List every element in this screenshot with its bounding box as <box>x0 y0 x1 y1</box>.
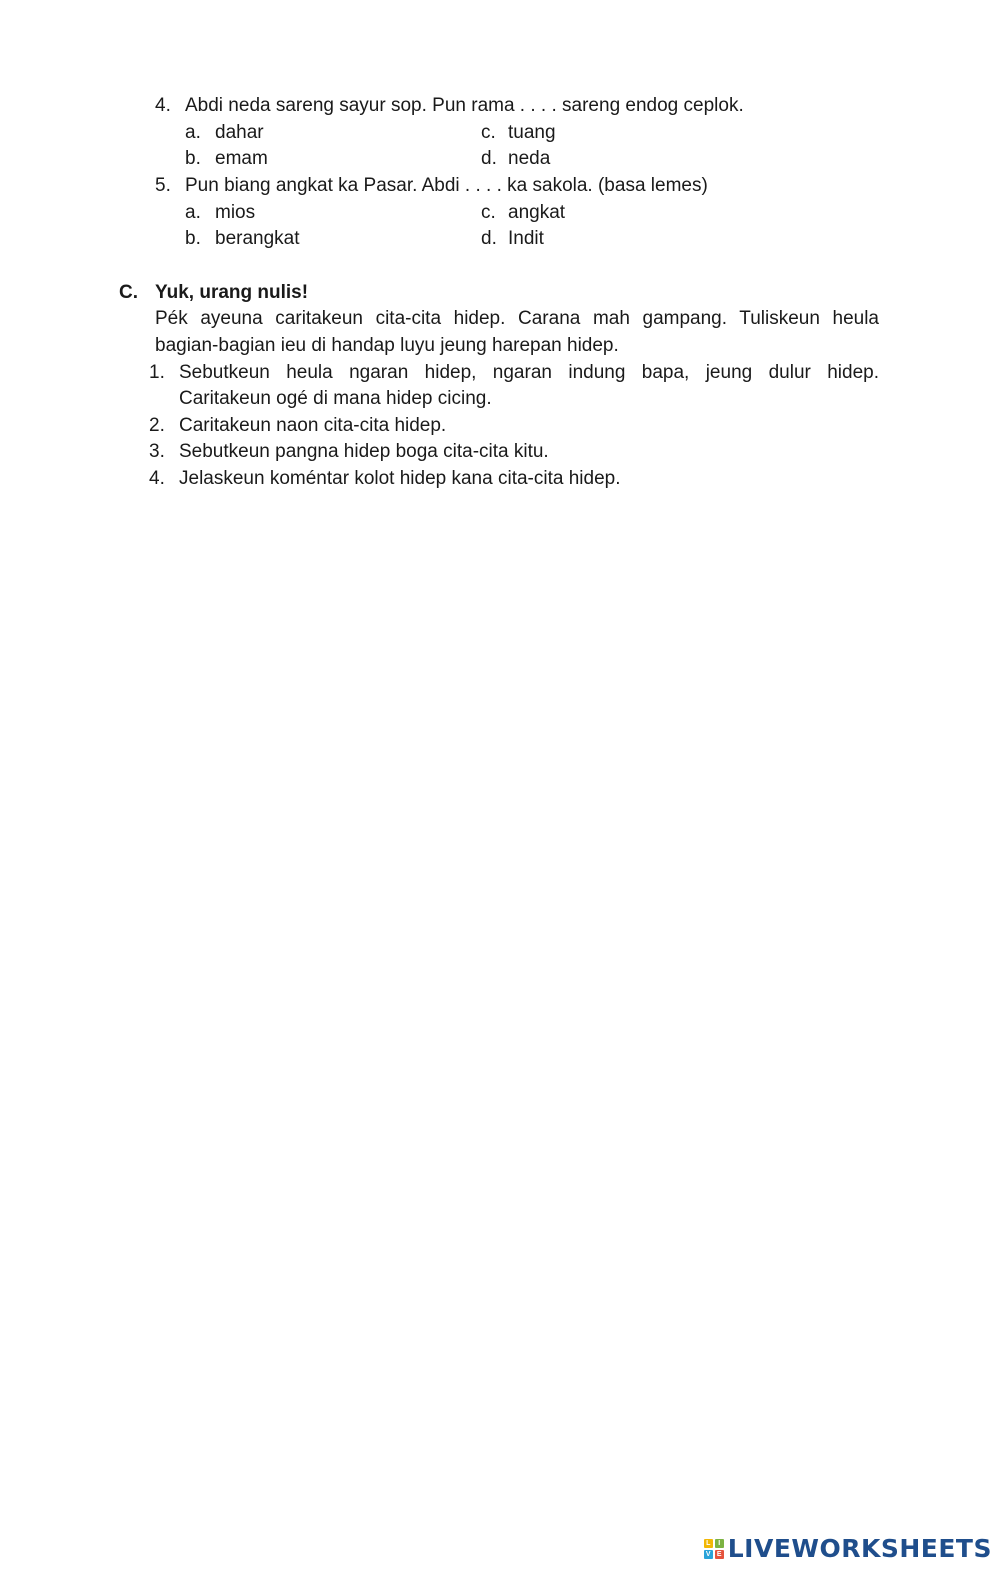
question-4-text: Abdi neda sareng sayur sop. Pun rama . . . . sareng endog ceplok. <box>185 95 744 116</box>
question-5-option-c[interactable] <box>481 200 565 226</box>
option-letter: b. <box>185 228 201 249</box>
option-text: tuang <box>508 122 556 143</box>
instruction-2-text: Caritakeun naon cita-cita hidep. <box>179 415 447 436</box>
instruction-2-number: 2. <box>149 415 165 436</box>
option-text: emam <box>215 148 268 169</box>
option-text: neda <box>508 148 551 169</box>
option-letter: a. <box>185 122 201 143</box>
question-4-number: 4. <box>155 95 171 116</box>
option-text: dahar <box>215 122 264 143</box>
option-text: mios <box>215 202 256 223</box>
question-4-option-c[interactable] <box>481 120 556 146</box>
logo-block-letter: V <box>704 1550 713 1559</box>
section-c-intro-line-2: bagian-bagian ieu di handap luyu jeung harepan hidep. <box>155 334 619 356</box>
section-c-title: Yuk, urang nulis! <box>155 282 309 303</box>
option-letter: c. <box>481 202 496 223</box>
section-c-intro <box>155 306 879 359</box>
logo-blocks-icon <box>704 1539 724 1559</box>
instruction-1-text <box>179 360 879 412</box>
option-text: berangkat <box>215 228 300 249</box>
option-text: angkat <box>508 202 566 223</box>
option-letter: d. <box>481 228 497 249</box>
option-letter: b. <box>185 148 201 169</box>
logo-block-letter: E <box>715 1550 724 1559</box>
instruction-3-text: Sebutkeun pangna hidep boga cita-cita kitu. <box>179 441 549 462</box>
question-4-option-d[interactable] <box>481 146 550 172</box>
section-c-intro-line-1: Pék ayeuna caritakeun cita-cita hidep. Carana mah gampang. Tuliskeun heula <box>155 308 879 329</box>
instruction-1-line-1: Sebutkeun heula ngaran hidep, ngaran indung bapa, jeung dulur hidep. <box>179 362 879 383</box>
question-5-number: 5. <box>155 175 171 196</box>
instruction-3-number: 3. <box>149 441 165 462</box>
question-4-option-b[interactable] <box>185 146 268 172</box>
question-5-option-b[interactable] <box>185 226 300 252</box>
option-letter: a. <box>185 202 201 223</box>
logo-block-letter: I <box>715 1539 724 1548</box>
option-text: Indit <box>508 228 544 249</box>
logo-block-letter: L <box>704 1539 713 1548</box>
section-c-letter: C. <box>119 282 138 303</box>
instruction-1-number: 1. <box>149 362 165 383</box>
option-letter: c. <box>481 122 496 143</box>
question-5-text: Pun biang angkat ka Pasar. Abdi . . . . ka sakola. (basa lemes) <box>185 175 708 196</box>
instruction-4-text: Jelaskeun koméntar kolot hidep kana cita-cita hidep. <box>179 468 621 489</box>
instruction-4-number: 4. <box>149 468 165 489</box>
question-4-option-a[interactable] <box>185 120 264 146</box>
question-5-option-a[interactable] <box>185 200 255 226</box>
question-5-option-d[interactable] <box>481 226 544 252</box>
liveworksheets-logo <box>704 1536 992 1562</box>
option-letter: d. <box>481 148 497 169</box>
instruction-1-line-2: Caritakeun ogé di mana hidep cicing. <box>179 388 492 409</box>
logo-brand-text: LIVEWORKSHEETS <box>727 1534 992 1563</box>
